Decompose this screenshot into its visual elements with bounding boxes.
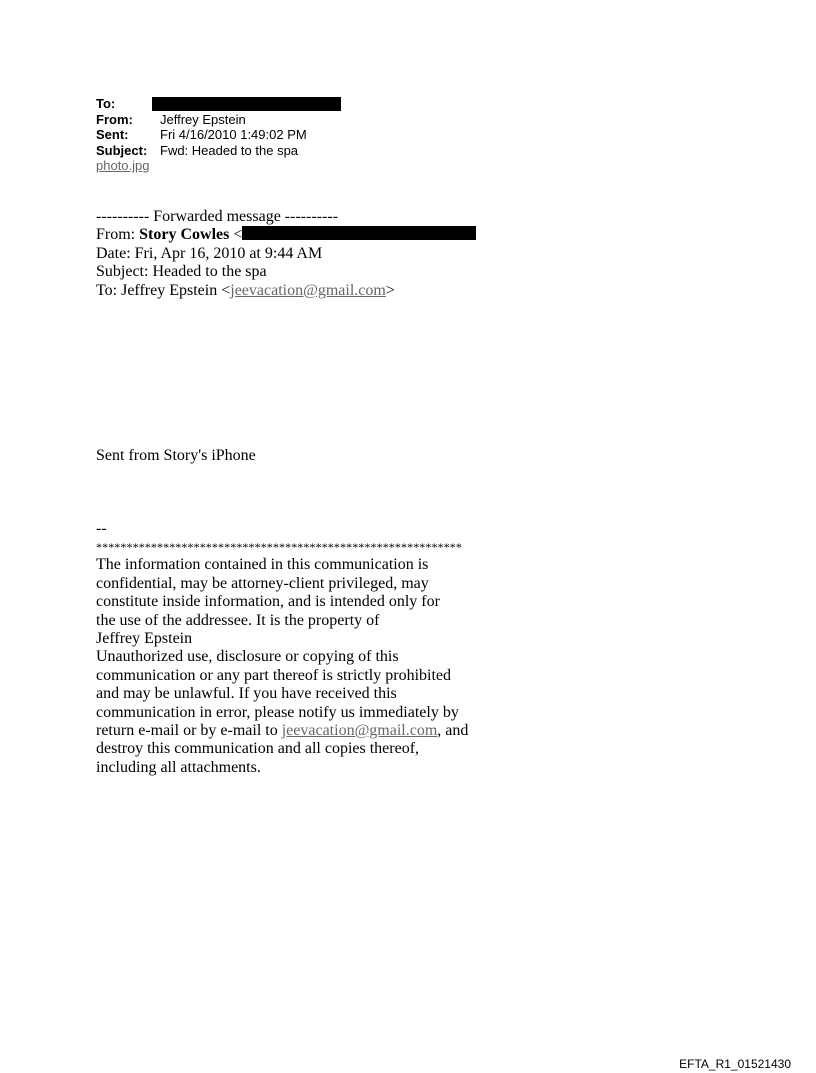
- stars-divider: ************************************************************: [96, 540, 462, 555]
- disclaimer-email-link[interactable]: jeevacation@gmail.com: [281, 721, 438, 739]
- to-row: [96, 96, 341, 112]
- disclaimer-line: communication in error, please notify us immediately by: [96, 703, 459, 721]
- disclaimer-block: [96, 520, 468, 777]
- disclaimer-line: the use of the addressee. It is the property of: [96, 611, 380, 629]
- signature-dashes: --: [96, 520, 107, 537]
- forward-from-bracket: <: [229, 226, 243, 244]
- forward-date: Date: Fri, Apr 16, 2010 at 9:44 AM: [96, 244, 323, 262]
- forward-to-suffix: >: [385, 281, 395, 299]
- disclaimer-line: including all attachments.: [96, 758, 261, 776]
- forward-divider: ---------- Forwarded message ----------: [96, 208, 339, 225]
- forward-from-line: [96, 226, 476, 244]
- forward-from-name: Story Cowles: [139, 226, 230, 244]
- forwarded-message: [96, 208, 476, 300]
- subject-row: [96, 143, 341, 159]
- to-redaction: [152, 97, 341, 111]
- sent-label: Sent:: [96, 127, 129, 142]
- forward-to-prefix: To: Jeffrey Epstein <: [96, 281, 231, 299]
- disclaimer-line: The information contained in this communication is: [96, 556, 429, 574]
- disclaimer-email-prefix: return e-mail or by e-mail to: [96, 721, 282, 739]
- forward-subject: Subject: Headed to the spa: [96, 263, 267, 281]
- forward-to-email-link[interactable]: jeevacation@gmail.com: [230, 281, 386, 299]
- attachment-link[interactable]: photo.jpg: [96, 158, 150, 173]
- disclaimer-line: Unauthorized use, disclosure or copying of this: [96, 648, 399, 666]
- subject-value: Fwd: Headed to the spa: [160, 142, 299, 158]
- email-header: [96, 96, 341, 174]
- from-email-redaction: [242, 226, 476, 240]
- subject-label: Subject:: [96, 142, 148, 158]
- disclaimer-line: confidential, may be attorney-client privileged, may: [96, 574, 429, 592]
- attachment-row: [96, 158, 341, 174]
- disclaimer-line: Jeffrey Epstein: [96, 629, 193, 647]
- from-label: From:: [96, 111, 133, 127]
- sent-from-signature: Sent from Story's iPhone: [96, 447, 256, 464]
- disclaimer-line: destroy this communication and all copies thereof,: [96, 740, 420, 758]
- forward-to-line: [96, 282, 476, 300]
- from-row: [96, 112, 341, 128]
- sent-value: Fri 4/16/2010 1:49:02 PM: [160, 127, 307, 142]
- document-id: EFTA_R1_01521430: [679, 1057, 791, 1071]
- from-value: Jeffrey Epstein: [160, 111, 246, 127]
- forward-from-prefix: From:: [96, 226, 140, 244]
- disclaimer-line: constitute inside information, and is intended only for: [96, 593, 440, 611]
- to-label: To:: [96, 96, 116, 111]
- disclaimer-email-suffix: , and: [437, 721, 469, 739]
- disclaimer-line: communication or any part thereof is strictly prohibited: [96, 666, 452, 684]
- disclaimer-email-line: [96, 722, 468, 740]
- disclaimer-line: and may be unlawful. If you have received this: [96, 685, 397, 703]
- sent-row: [96, 127, 341, 143]
